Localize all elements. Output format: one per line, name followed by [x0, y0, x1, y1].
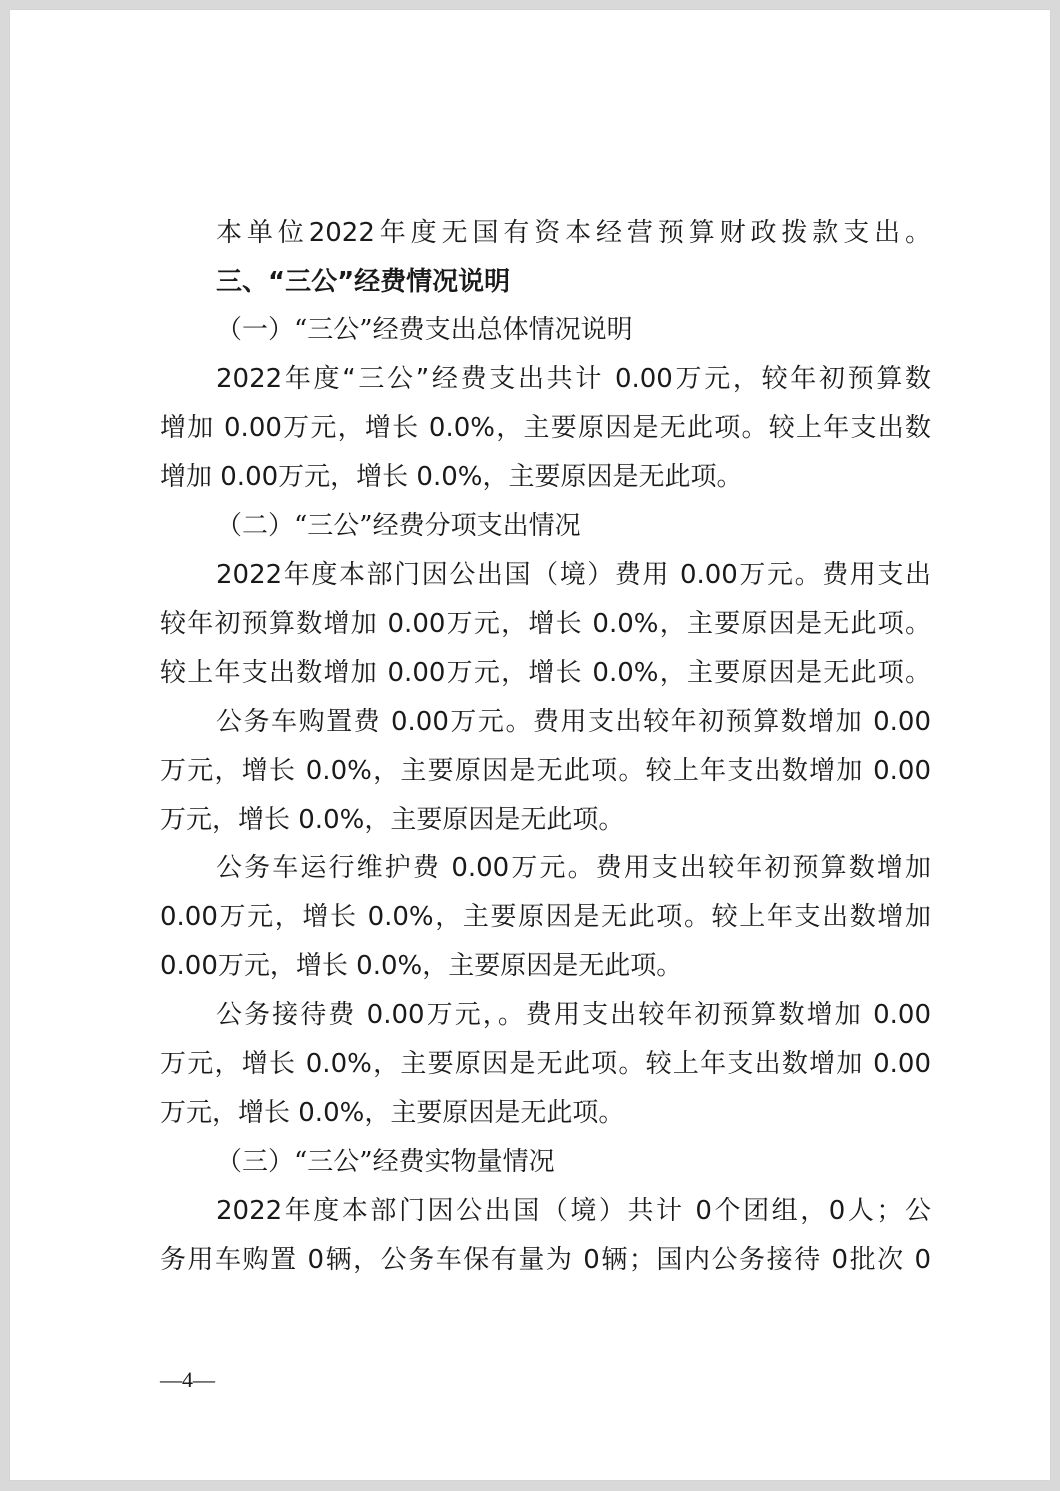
subsection-heading: （三）“三公”经费实物量情况 [216, 1147, 555, 1177]
paragraph-line: 增加 0.00万元，增长 0.0%，主要原因是无此项。较上年支出数 [160, 413, 931, 443]
section-heading: 三、“三公”经费情况说明 [216, 267, 511, 297]
paragraph-line: 本单位2022年度无国有资本经营预算财政拨款支出。 [216, 218, 931, 248]
paragraph-line: 万元，增长 0.0%，主要原因是无此项。 [160, 1098, 625, 1128]
paragraph-line: 2022年度“三公”经费支出共计 0.00万元，较年初预算数 [216, 364, 931, 394]
paragraph-line: 万元，增长 0.0%，主要原因是无此项。较上年支出数增加 0.00 [160, 756, 931, 786]
paragraph-line: 较上年支出数增加 0.00万元，增长 0.0%，主要原因是无此项。 [160, 658, 931, 688]
paragraph-line: 0.00万元，增长 0.0%，主要原因是无此项。较上年支出数增加 [160, 902, 931, 932]
paragraph-line: 2022年度本部门因公出国（境）费用 0.00万元。费用支出 [216, 560, 931, 590]
page-number: —4— [160, 1367, 215, 1392]
document-page [10, 10, 1050, 1480]
paragraph-line: 2022年度本部门因公出国（境）共计 0个团组，0人；公 [216, 1196, 931, 1226]
paragraph-line: 万元，增长 0.0%，主要原因是无此项。 [160, 805, 625, 835]
paragraph-line: 较年初预算数增加 0.00万元，增长 0.0%，主要原因是无此项。 [160, 609, 931, 639]
paragraph-line: 增加 0.00万元，增长 0.0%，主要原因是无此项。 [160, 462, 743, 492]
paragraph-line: 公务车购置费 0.00万元。费用支出较年初预算数增加 0.00 [216, 707, 931, 737]
subsection-heading: （一）“三公”经费支出总体情况说明 [216, 315, 633, 345]
paragraph-line: 0.00万元，增长 0.0%，主要原因是无此项。 [160, 951, 683, 981]
subsection-heading: （二）“三公”经费分项支出情况 [216, 511, 581, 541]
paragraph-line: 务用车购置 0辆，公务车保有量为 0辆；国内公务接待 0批次 0 [160, 1245, 931, 1275]
paragraph-line: 公务车运行维护费 0.00万元。费用支出较年初预算数增加 [216, 853, 931, 883]
paragraph-line: 公务接待费 0.00万元，。费用支出较年初预算数增加 0.00 [216, 1000, 931, 1030]
paragraph-line: 万元，增长 0.0%，主要原因是无此项。较上年支出数增加 0.00 [160, 1049, 931, 1079]
